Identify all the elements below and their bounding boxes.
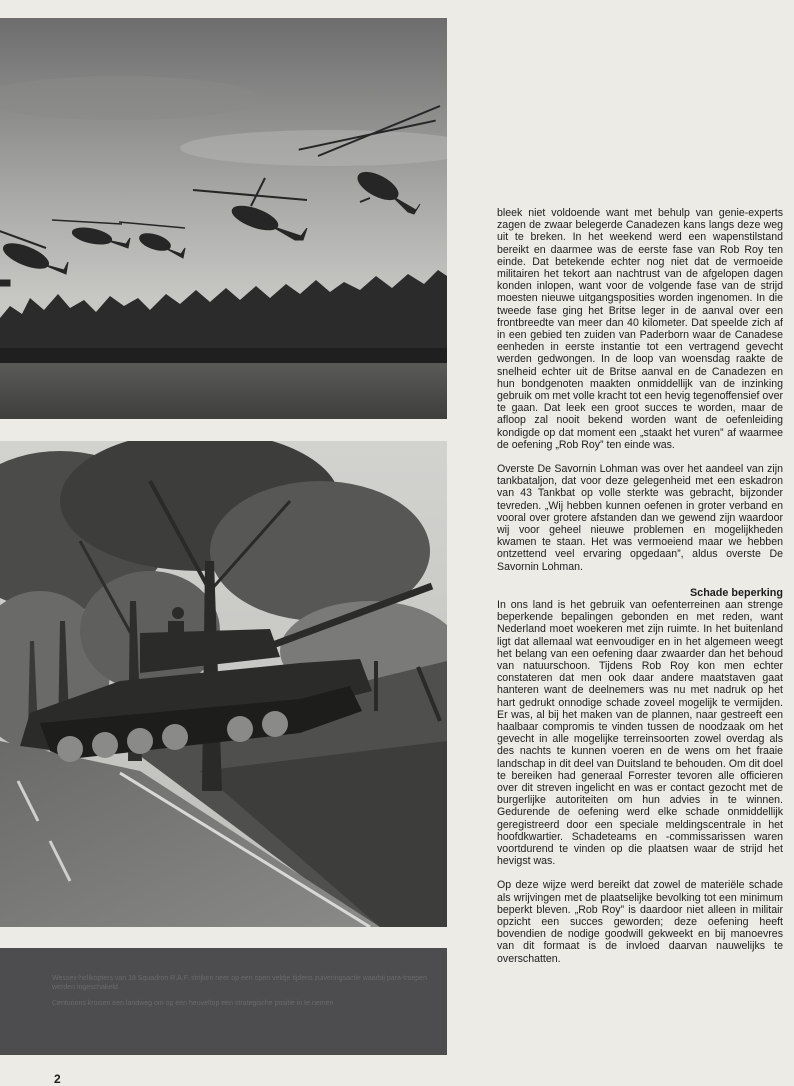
helicopters-photo bbox=[0, 18, 447, 419]
tank-photo bbox=[0, 441, 447, 927]
tank-photo-icon bbox=[0, 441, 447, 927]
article-paragraph-3: In ons land is het gebruik van oefenterreinen aan strenge beperkende bepalingen gebonden en met reden, want Nederland moet woekeren met zijn ruimte. In het buitenland ligt dat allemaal wat eenvoudiger en in het algemeen weegt het belang van een oefening daar zwaarder dan het behoud van natuurschoon. Tijdens Rob Roy kon men echter constateren dat men ook daar andere maatstaven gaat hanteren want de deelnemers was nu met nadruk op het hart gedrukt onnodige schade zoveel mogelijk te vermijden. Er was, al bij het maken van de plannen, naar gestreeft een haalbaar compromis te vinden tussen de noodzaak om het gevecht in alle mogelijke terreinsoorten zowel overdag als des nachts te kunnen voeren en de wens om het fraaie landschap in dit deel van Duitsland te behouden. Om dit doel te bereiken had generaal Forrester tevoren alle officieren over dit streven ingelicht en was er contact gezocht met de burgerlijke autoriteiten om hun advies in te winnen. Gedurende de oefening werd elke schade onmiddellijk geregistreerd door een speciale meldingscentrale in het hoofdkwartier. Schadeteams en -commissarissen waren voortdurend te vinden op die plaatsen waar de strijd het hevigst was. bbox=[497, 598, 783, 868]
article-paragraph-1: bleek niet voldoende want met behulp van genie-experts zagen de zwaar belegerde Canadezen kans langs deze weg uit te breken. In het weekend werd een wapenstilstand bereikt en daarmee was de eerste fase van Rob Roy ten einde. Dat betekende echter nog niet dat de vermoeide militairen het tekort aan nachtrust van de afgelopen dagen konden inlopen, want voor de volgende fase van de strijd moesten nieuwe uitgangsposities worden ingenomen. In die tweede fase ging het Britse leger in de aanval over een frontbreedte van meer dan 40 kilometer. Dat speelde zich af in een gebied ten zuiden van Paderborn waar de Canadese eenheden in eerste instantie tot een vertragend gevecht werden gedwongen. In de loop van woensdag raakte de snelheid echter uit de Britse aanval en de Canadezen en hun bondgenoten maakten onmiddellijk van de inzinking gebruik om met volle kracht tot een hevig tegenoffensief over te gaan. Dat leek een groot succes te worden, maar de afloop zal nooit bekend worden want de oefenleiding kondigde op dat moment een „staakt het vuren” af waarmee de oefening „Rob Roy” ten einde was. bbox=[497, 207, 784, 451]
page-number: 2 bbox=[54, 1072, 61, 1086]
article-body bbox=[497, 207, 783, 977]
article-paragraph-4: Op deze wijze werd bereikt dat zowel de materiële schade als wrijvingen met de plaatselijke bevolking tot een minimum beperkt bleven. „Rob Roy” is daardoor niet alleen in militair opzicht een succes geworden; deze oefening heeft bovendien de nodige goodwill gekweekt en bij manoevres van dit formaat is de invloed daarvan nauwelijks te overschatten. bbox=[497, 879, 783, 965]
caption-box bbox=[0, 948, 447, 1055]
caption-tank: Centurions kruisen een landweg om op een heuveltop een strategische positie in te nemen bbox=[52, 1000, 334, 1007]
helicopters-photo-icon bbox=[0, 18, 447, 419]
article-paragraph-2: Overste De Savornin Lohman was over het aandeel van zijn tankbataljon, dat voor deze gelegenheid met een eskadron van 43 Tankbat op volle sterkte was gebracht, bijzonder tevreden. „Wij hebben kunnen oefenen in groter verband en vooral over grotere afstanden dan we gewend zijn waardoor wij voor geheel nieuwe problemen en mogelijkheden kwamen te staan. Het was vermoeiend maar we hebben ontzettend veel ervaring opgedaan”, aldus overste De Savornin Lohman. bbox=[497, 463, 783, 573]
caption-helicopters: Wessex-helikopters van 18 Squadron R.A.F. strijken neer op een open veldje tijdens zuiveringsactie waarbij para-troepen werden ingeschakeld bbox=[52, 975, 427, 991]
section-heading: Schade beperking bbox=[689, 586, 783, 599]
